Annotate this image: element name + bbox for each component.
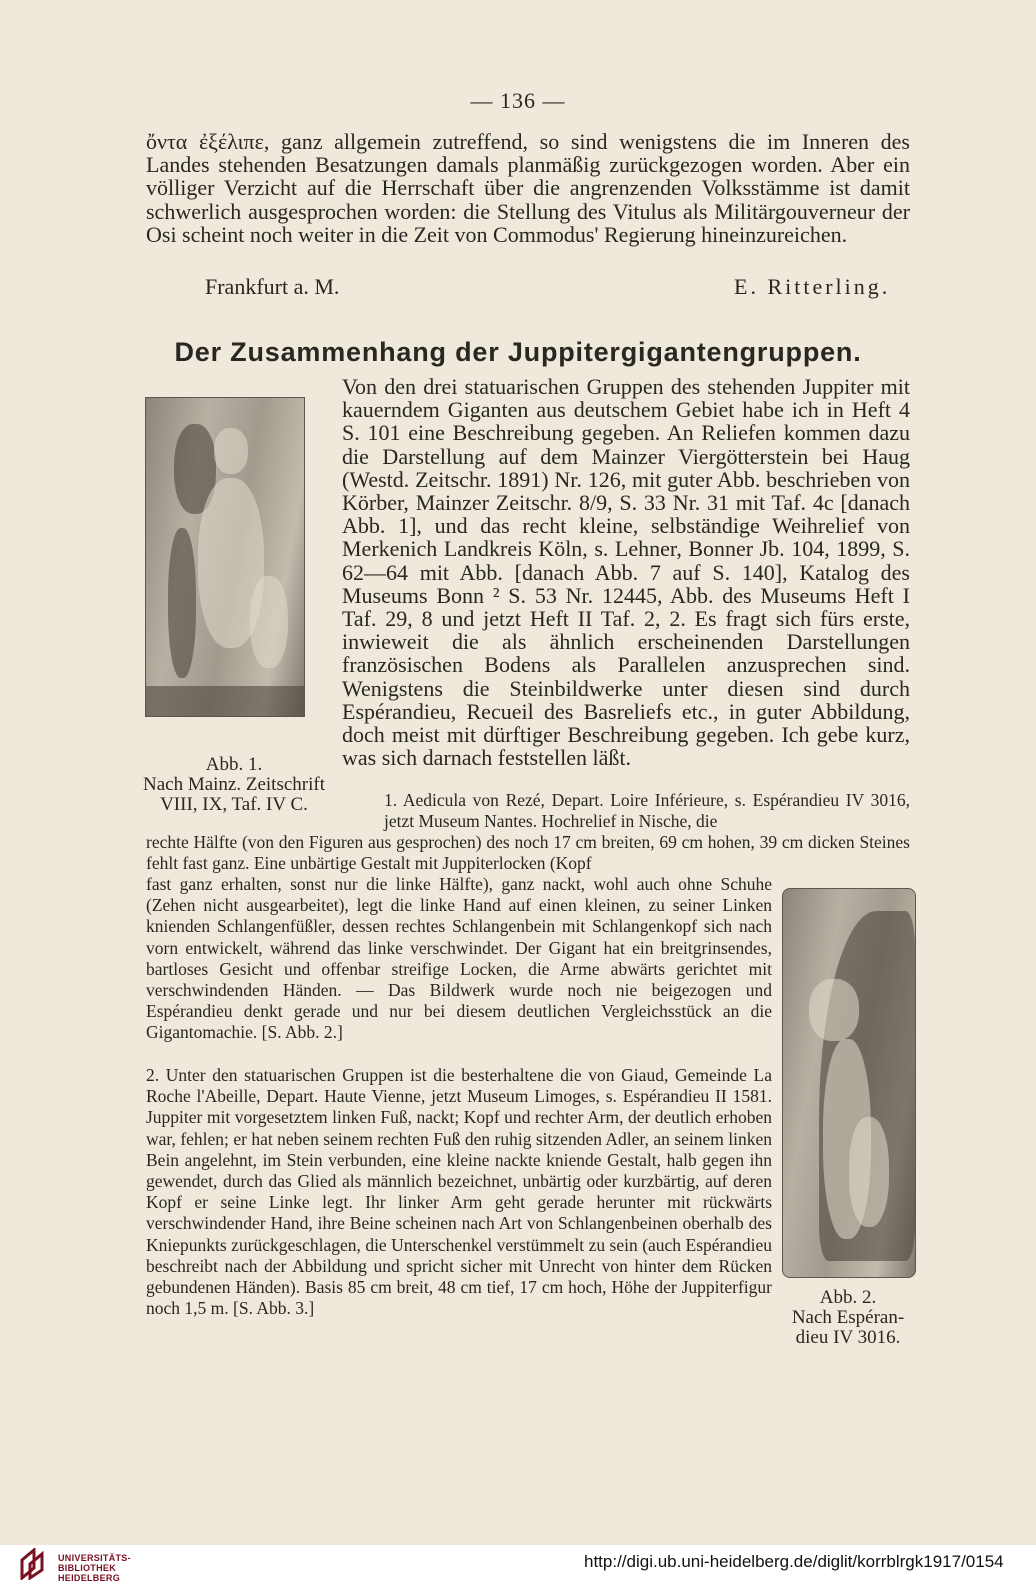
figure-1-caption-line2: Nach Mainz. Zeitschrift — [142, 774, 325, 795]
body-paragraph: Von den drei statuarischen Gruppen des stehenden Juppiter mit kauerndem Giganten aus deutschem Gebiet habe ich in Heft 4 S. 101 eine Beschreibung gegeben. An Reliefen kommen dazu die Darstellung auf dem Mainzer Viergötterstein bei Haug (Westd. Zeitschr. 1891) Nr. 126, mit guter Abb. beschrieben von Körber, Mainzer Zeitschr. 8/9, S. 33 Nr. 31 mit Taf. 4c [danach Abb. 1], und das recht kleine, selbständige Weihrelief von Merkenich Landkreis Köln, s. Lehner, Bonner Jb. 104, 1899, S. 62—64 mit Abb. [danach Abb. 7 auf S. 140], Katalog des Museums Bonn ² S. 53 Nr. 12445, Abb. des Museums Heft I Taf. 29, 8 und jetzt Heft II Taf. 2, 2. Es fragt sich fürs erste, inwieweit die als ähnlich erscheinenden Darstellungen französischen Bodens als Parallelen anzusprechen sind. Wenigstens die Steinbildwerke unter diesen sind durch Espérandieu, Recueil des Basreliefs etc., in guter Abbildung, doch meist mit dürftiger Beschreibung gegeben. Ich gebe kurz, was sich darnach feststellen läßt. — [342, 374, 910, 771]
figure-2-relief-image — [782, 888, 916, 1278]
item-1-rest-text: fast ganz erhalten, sonst nur die linke Hälfte), ganz nackt, wohl auch ohne Schuhe (Zehen nicht ausgearbeitet), legt die linke Hand auf einen kleinen, zu seiner Linken knienden Schlangenfüßler, dessen rechtes Schlangenbein mit Schlangenkopf sich nach vorn entwickelt, während das linke verschwindet. Der Gigant hat ein breitgrinsendes, bartloses Gesicht und offenbar streifige Locken, die Arme abwärts gerichtet mit verschwindenden Händen. — Das Bildwerk wurde noch nie beigezogen und Espérandieu denkt gerade und nur bei diesem deutlichen Vergleichsstück an die Gigantomachie. [S. Abb. 2.] — [146, 874, 772, 1043]
page-number: — 136 — — [470, 88, 566, 113]
figure-1-caption — [136, 755, 332, 815]
intro-paragraph: ὄντα ἐξέλιπε, ganz allgemein zutreffend, so sind wenigstens die im Inneren des Landes stehenden Besatzungen damals planmäßig zurückgezogen worden. Aber ein völliger Verzicht auf die Herrschaft über die angrenzenden Volksstämme ist damit schwerlich ausgesprochen worden: die Stellung des Vitulus als Militärgouverneur der Osi scheint noch weiter in die Zeit von Commodus' Regierung hineinzureichen. — [146, 129, 910, 247]
figure-2-caption-line3: dieu IV 3016. — [795, 1327, 901, 1348]
item-1-middle-text: rechte Hälfte (von den Figuren aus gesprochen) des noch 17 cm breiten, 69 cm hohen, 39 cm dicken Steines fehlt fast ganz. Eine unbärtige Gestalt mit Juppiterlocken (Kopf — [146, 832, 910, 874]
figure-1-relief-image — [145, 397, 305, 717]
figure-2-caption-line1: Abb. 2. — [819, 1287, 877, 1308]
item-2-text: 2. Unter den statuarischen Gruppen ist die besterhaltene die von Giaud, Gemeinde La Roche l'Abeille, Depart. Haute Vienne, jetzt Museum Limoges, s. Espérandieu II 1581. Juppiter mit vorgesetztem linken Fuß, nackt; Kopf und rechter Arm, der deutlich erhoben war, fehlen; er hat neben seinem rechten Fuß den ruhig sitzenden Adler, an seinem linken Bein angelehnt, im Stein verbunden, eine kleine nackte kniende Gestalt, halb gegen ihn gewendet, durch das Glied als männlich bezeichnet, unbärtig oder kurzbärtig, auf deren Kopf er seine Linke legt. Ihr linker Arm geht gerade herunter mit rückwärts verschwindender Hand, ihre Beine scheinen nach Art von Schlangenbeinen oberhalb des Kniepunkts zurückgeschlagen, die Unterschenkel verstümmelt zu sein (auch Espérandieu beschreibt nach der Abbildung und spricht sicher mit Unrecht von hinter dem Rücken gebundenen Händen). Basis 85 cm breit, 48 cm tief, 17 cm hoch, Höhe der Juppiterfigur noch 1,5 m. [S. Abb. 3.] — [146, 1065, 772, 1319]
figure-2-caption — [780, 1288, 916, 1348]
figure-1-caption-line1: Abb. 1. — [205, 754, 263, 775]
logo-line-2: BIBLIOTHEK — [58, 1563, 116, 1573]
item-1-top-text: 1. Aedicula von Rezé, Depart. Loire Inférieure, s. Espérandieu IV 3016, jetzt Museum Nantes. Hochrelief in Nische, die — [384, 790, 910, 832]
logo-line-3: HEIDELBERG — [58, 1573, 121, 1583]
author-signature: E. Ritterling. — [734, 274, 891, 299]
logo-line-1: UNIVERSITÄTS- — [58, 1553, 131, 1563]
figure-2-caption-line2: Nach Espéran- — [791, 1307, 905, 1328]
article-title: Der Zusammenhang der Juppitergigantengruppen. — [174, 337, 862, 367]
library-logo-icon — [20, 1548, 54, 1580]
library-logo-text — [58, 1553, 131, 1583]
source-url-link[interactable]: http://digi.ub.uni-heidelberg.de/diglit/korrblrgk1917/0154 — [584, 1552, 1004, 1571]
place-signature: Frankfurt a. M. — [205, 274, 340, 299]
figure-1-caption-line3: VIII, IX, Taf. IV C. — [160, 794, 308, 815]
